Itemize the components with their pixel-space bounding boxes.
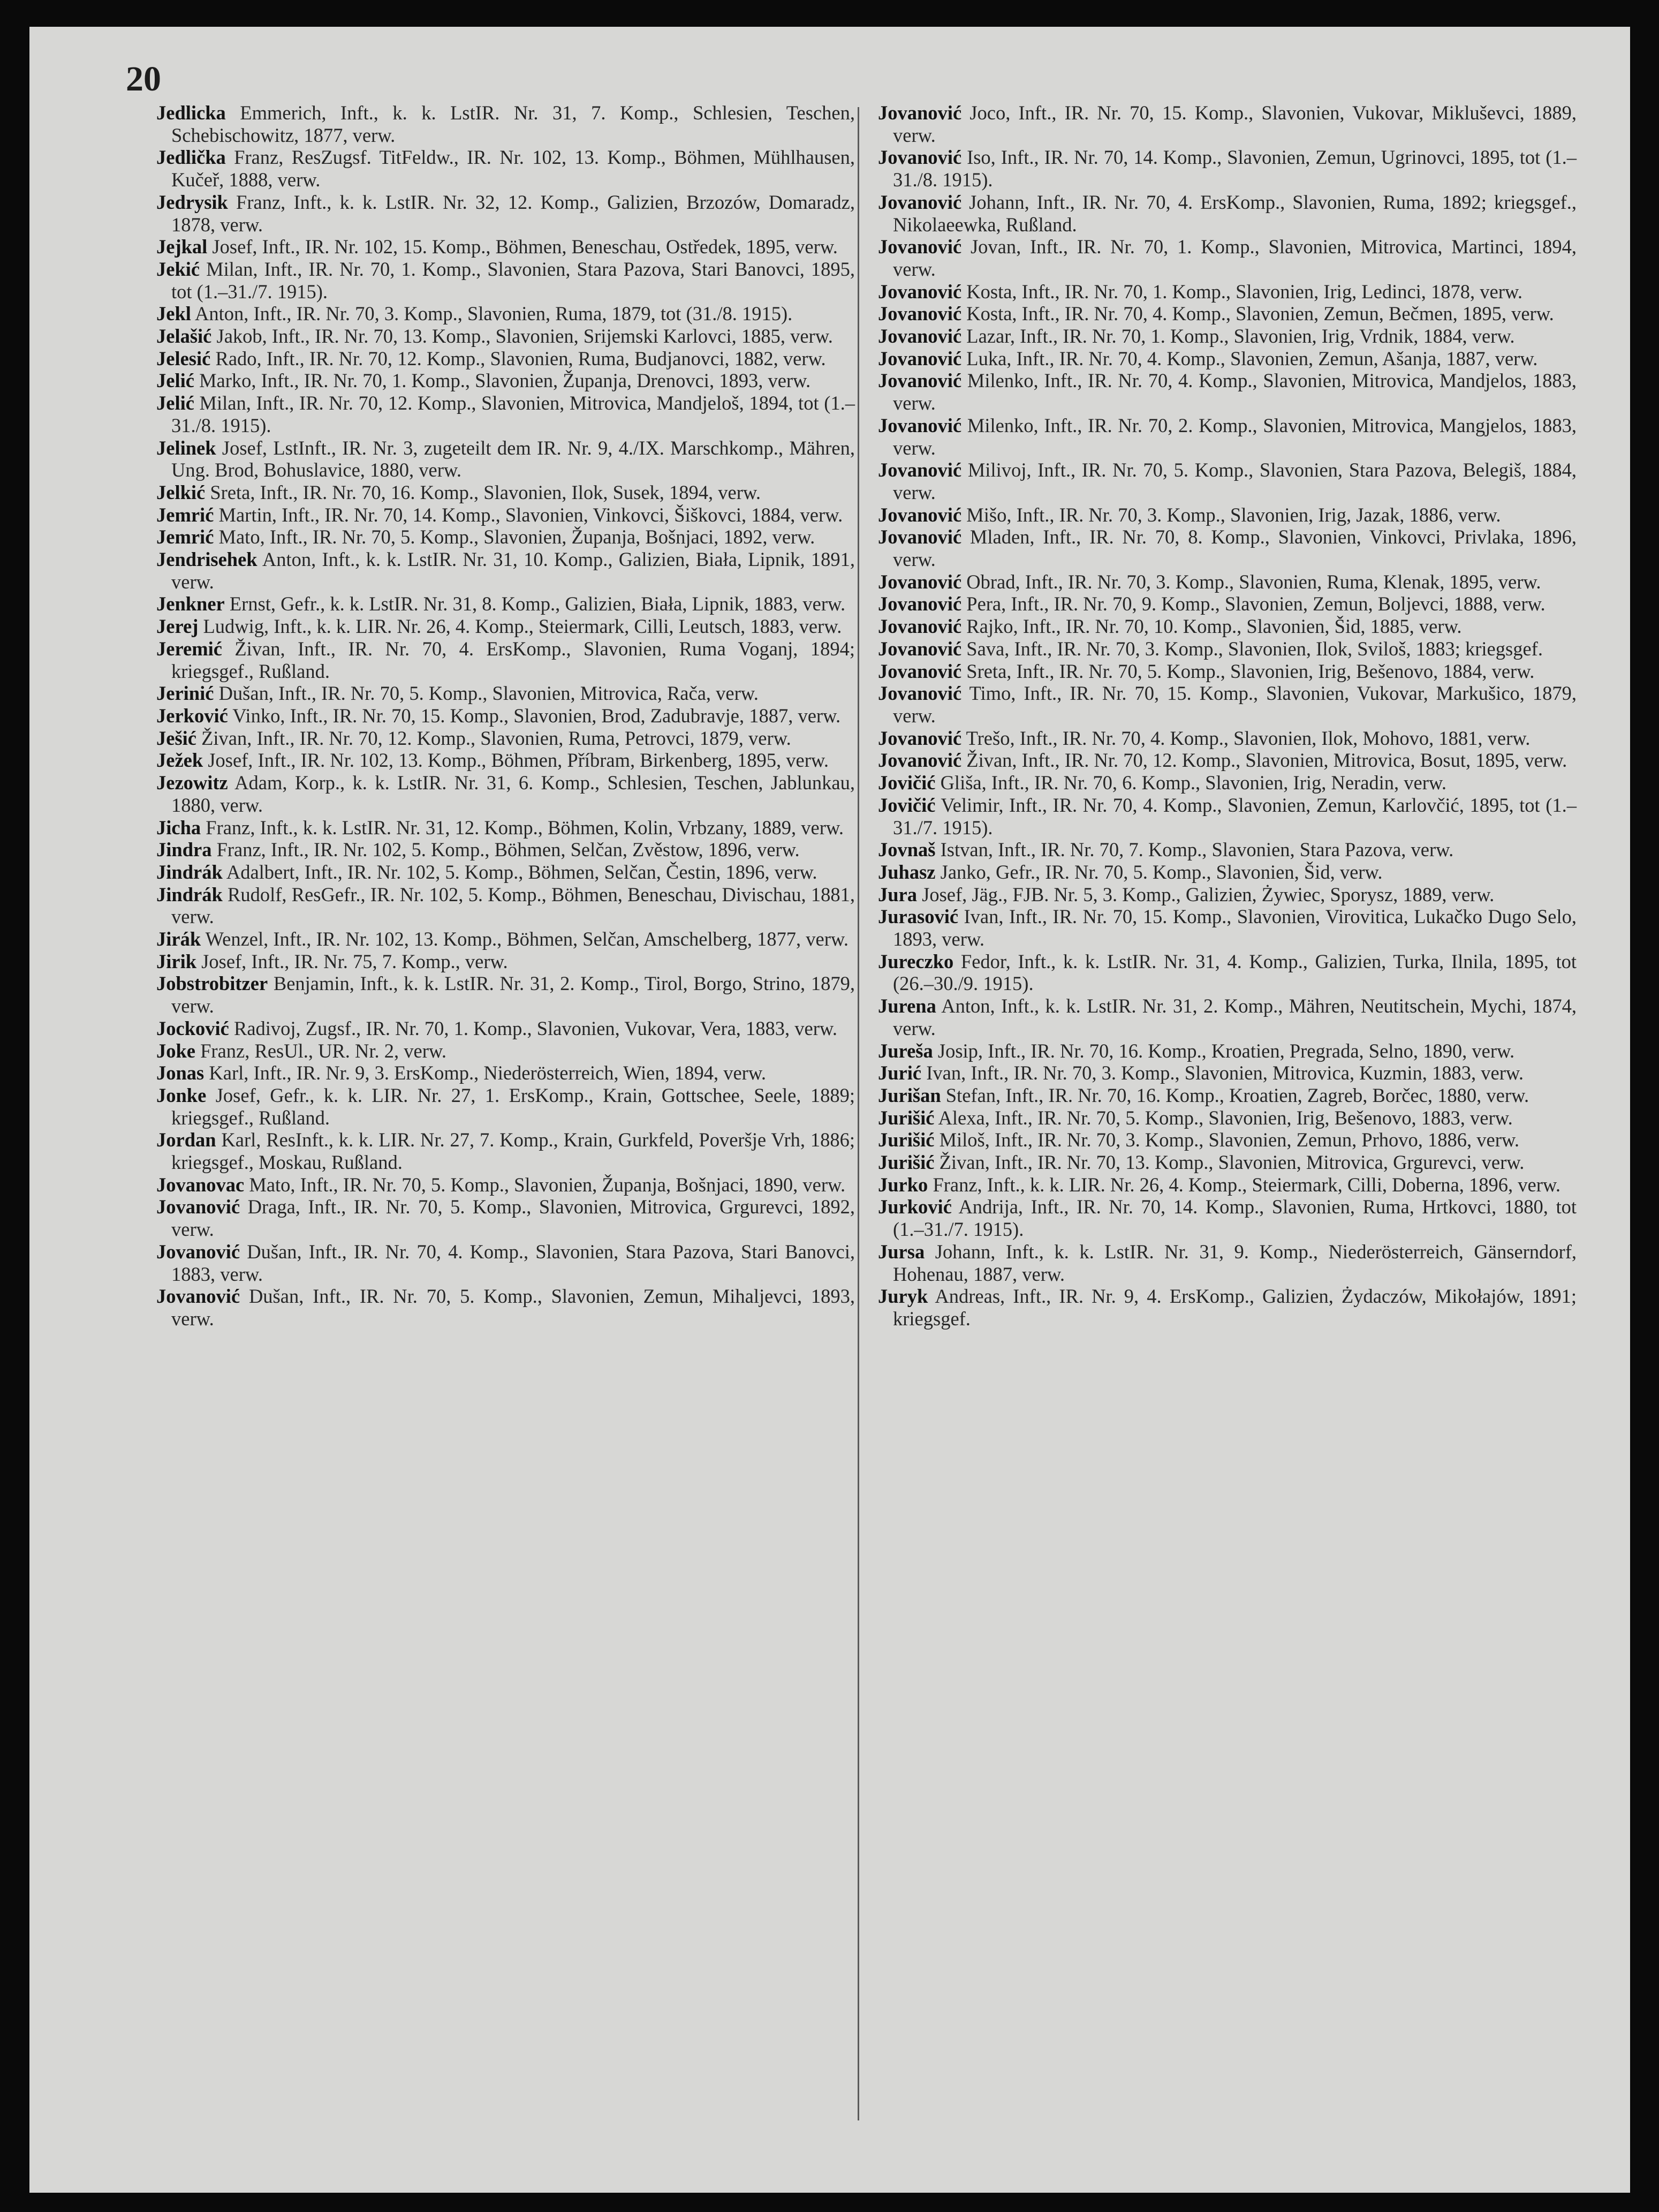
- entry-details: Jovan, Inft., IR. Nr. 70, 1. Komp., Slavonien, Mitrovica, Martinci, 1894, verw.: [893, 236, 1577, 280]
- register-entry: [878, 772, 1577, 794]
- entry-surname: Jonke: [156, 1084, 207, 1106]
- entry-surname: Jurena: [878, 995, 936, 1017]
- entry-surname: Jureša: [878, 1039, 933, 1062]
- entry-details: Stefan, Inft., IR. Nr. 70, 16. Komp., Kroatien, Zagreb, Borčec, 1880, verw.: [941, 1084, 1529, 1106]
- register-entry: [156, 1196, 855, 1240]
- register-entry: [156, 928, 855, 950]
- entry-details: Mato, Inft., IR. Nr. 70, 5. Komp., Slavonien, Županja, Bošnjaci, 1890, verw.: [244, 1173, 846, 1196]
- entry-details: Radivoj, Zugsf., IR. Nr. 70, 1. Komp., Slavonien, Vukovar, Vera, 1883, verw.: [229, 1017, 838, 1039]
- register-entry: [156, 817, 855, 839]
- entry-surname: Jovanović: [878, 303, 962, 325]
- entry-surname: Jekić: [156, 258, 200, 280]
- entry-details: Milan, Inft., IR. Nr. 70, 12. Komp., Slavonien, Mitrovica, Mandjeloš, 1894, tot (1.–31./8. 1915).: [171, 392, 855, 436]
- register-entry: [878, 615, 1577, 638]
- entry-surname: Jurasović: [878, 905, 959, 928]
- entry-details: Adam, Korp., k. k. LstIR. Nr. 31, 6. Komp., Schlesien, Teschen, Jablunkau, 1880, verw.: [171, 772, 855, 816]
- entry-surname: Jedlička: [156, 146, 226, 169]
- entry-surname: Jovanović: [156, 1196, 240, 1218]
- register-entry: [156, 191, 855, 236]
- entry-details: Joco, Inft., IR. Nr. 70, 15. Komp., Slavonien, Vukovar, Mikluševci, 1889, verw.: [893, 102, 1577, 146]
- entry-details: Rado, Inft., IR. Nr. 70, 12. Komp., Slavonien, Ruma, Budjanovci, 1882, verw.: [210, 347, 826, 369]
- register-entry: [156, 839, 855, 861]
- register-entry: [156, 548, 855, 593]
- entry-details: Ernst, Gefr., k. k. LstIR. Nr. 31, 8. Komp., Galizien, Biała, Lipnik, 1883, verw.: [224, 593, 846, 615]
- register-entry: [156, 236, 855, 258]
- register-entry: [878, 303, 1577, 325]
- entry-surname: Jedlicka: [156, 102, 226, 124]
- entry-surname: Jurišić: [878, 1151, 935, 1174]
- entry-surname: Jureczko: [878, 950, 954, 972]
- entry-details: Franz, Inft., IR. Nr. 102, 5. Komp., Böhmen, Selčan, Zvěstow, 1896, verw.: [211, 839, 800, 861]
- entry-surname: Jekl: [156, 303, 191, 325]
- entry-surname: Jurišić: [878, 1129, 935, 1151]
- register-entry: [878, 905, 1577, 950]
- entry-surname: Jovanović: [878, 727, 962, 749]
- register-entry: [156, 481, 855, 504]
- entry-surname: Jurišić: [878, 1106, 935, 1129]
- entry-surname: Ješić: [156, 727, 196, 749]
- entry-surname: Jovičić: [878, 794, 936, 816]
- entry-details: Ivan, Inft., IR. Nr. 70, 15. Komp., Slavonien, Virovitica, Lukačko Dugo Selo, 1893, verw.: [893, 905, 1577, 950]
- entry-details: Milivoj, Inft., IR. Nr. 70, 5. Komp., Slavonien, Stara Pazova, Belegiš, 1884, verw.: [893, 459, 1577, 503]
- entry-details: Karl, Inft., IR. Nr. 9, 3. ErsKomp., Niederösterreich, Wien, 1894, verw.: [204, 1062, 766, 1084]
- entry-surname: Jovanović: [878, 593, 962, 615]
- register-entry: [878, 369, 1577, 414]
- entry-details: Benjamin, Inft., k. k. LstIR. Nr. 31, 2. Komp., Tirol, Borgo, Strino, 1879, verw.: [171, 972, 855, 1017]
- entry-surname: Jelić: [156, 369, 194, 392]
- register-entry: [156, 972, 855, 1017]
- entry-details: Franz, Inft., k. k. LIR. Nr. 26, 4. Komp., Steiermark, Cilli, Doberna, 1896, verw.: [928, 1173, 1560, 1196]
- entry-surname: Jurko: [878, 1173, 928, 1196]
- entry-details: Josef, Inft., IR. Nr. 102, 15. Komp., Böhmen, Beneschau, Ostředek, 1895, verw.: [207, 236, 838, 258]
- entry-details: Dušan, Inft., IR. Nr. 70, 4. Komp., Slavonien, Stara Pazova, Stari Banovci, 1883, verw.: [171, 1240, 855, 1285]
- entry-details: Mladen, Inft., IR. Nr. 70, 8. Komp., Slavonien, Vinkovci, Privlaka, 1896, verw.: [893, 526, 1577, 571]
- register-entry: [878, 638, 1577, 660]
- entry-surname: Jerej: [156, 615, 199, 638]
- entry-surname: Jirák: [156, 928, 201, 950]
- entry-details: Adalbert, Inft., IR. Nr. 102, 5. Komp., Böhmen, Selčan, Čestin, 1896, verw.: [222, 860, 817, 883]
- entry-surname: Jordan: [156, 1129, 216, 1151]
- entry-details: Luka, Inft., IR. Nr. 70, 4. Komp., Slavonien, Zemun, Ašanja, 1887, verw.: [961, 347, 1538, 369]
- entry-details: Timo, Inft., IR. Nr. 70, 15. Komp., Slavonien, Vukovar, Markušico, 1879, verw.: [893, 682, 1577, 727]
- register-entry: [878, 794, 1577, 839]
- register-entry: [878, 1241, 1577, 1285]
- entry-surname: Jovanović: [878, 414, 962, 436]
- register-entry: [156, 705, 855, 727]
- entry-surname: Jerinić: [156, 682, 214, 705]
- entry-surname: Jindrák: [156, 883, 223, 905]
- register-entry: [156, 615, 855, 638]
- entry-surname: Jelašić: [156, 325, 212, 348]
- entry-details: Josef, Inft., IR. Nr. 75, 7. Komp., verw.: [196, 950, 508, 972]
- entry-surname: Jovanović: [156, 1285, 240, 1308]
- register-entry: [878, 861, 1577, 884]
- register-entry: [156, 1017, 855, 1040]
- entry-surname: Jovnaš: [878, 839, 936, 861]
- entry-surname: Jurišan: [878, 1084, 941, 1106]
- entry-surname: Joke: [156, 1039, 195, 1062]
- register-entry: [878, 1107, 1577, 1129]
- entry-details: Alexa, Inft., IR. Nr. 70, 5. Komp., Slavonien, Irig, Bešenovo, 1883, verw.: [934, 1106, 1513, 1129]
- entry-details: Andreas, Inft., IR. Nr. 9, 4. ErsKomp., Galizien, Żydaczów, Mikołajów, 1891; kriegsgef.: [893, 1285, 1577, 1330]
- left-column: [156, 102, 855, 1330]
- entry-details: Franz, ResUl., UR. Nr. 2, verw.: [195, 1039, 447, 1062]
- register-entry: [878, 414, 1577, 459]
- entry-details: Milenko, Inft., IR. Nr. 70, 4. Komp., Slavonien, Mitrovica, Mandjelos, 1883, verw.: [893, 369, 1577, 414]
- register-entry: [156, 638, 855, 682]
- entry-surname: Jelinek: [156, 436, 216, 459]
- entry-surname: Jovanović: [878, 637, 962, 660]
- entry-surname: Jezowitz: [156, 772, 228, 794]
- entry-surname: Jindrák: [156, 860, 223, 883]
- register-entry: [156, 526, 855, 548]
- entry-details: Wenzel, Inft., IR. Nr. 102, 13. Komp., Böhmen, Selčan, Amschelberg, 1877, verw.: [201, 928, 849, 950]
- entry-details: Marko, Inft., IR. Nr. 70, 1. Komp., Slavonien, Županja, Drenovci, 1893, verw.: [194, 369, 811, 392]
- entry-surname: Jovanović: [878, 570, 962, 593]
- entry-details: Obrad, Inft., IR. Nr. 70, 3. Komp., Slavonien, Ruma, Klenak, 1895, verw.: [961, 570, 1541, 593]
- entry-surname: Jerković: [156, 704, 228, 727]
- entry-details: Franz, ResZugsf. TitFeldw., IR. Nr. 102, 13. Komp., Böhmen, Mühlhausen, Kučeř, 1888, verw.: [171, 146, 855, 191]
- register-entry: [878, 1196, 1577, 1240]
- entry-details: Mato, Inft., IR. Nr. 70, 5. Komp., Slavonien, Županja, Bošnjaci, 1892, verw.: [214, 526, 815, 548]
- register-entry: [156, 950, 855, 973]
- entry-details: Mišo, Inft., IR. Nr. 70, 3. Komp., Slavonien, Irig, Jazak, 1886, verw.: [961, 503, 1501, 526]
- register-entry: [156, 884, 855, 928]
- register-entry: [156, 593, 855, 615]
- entry-details: Janko, Gefr., IR. Nr. 70, 5. Komp., Slavonien, Šid, verw.: [935, 860, 1383, 883]
- entry-details: Andrija, Inft., IR. Nr. 70, 14. Komp., Slavonien, Ruma, Hrtkovci, 1880, tot (1.–31./7. 1915).: [893, 1196, 1577, 1241]
- entry-details: Sreta, Inft., IR. Nr. 70, 5. Komp., Slavonien, Irig, Bešenovo, 1884, verw.: [961, 660, 1535, 682]
- entry-details: Fedor, Inft., k. k. LstIR. Nr. 31, 4. Komp., Galizien, Turka, Ilnila, 1895, tot (26.–30./9. 1915).: [893, 950, 1577, 995]
- entry-details: Trešo, Inft., IR. Nr. 70, 4. Komp., Slavonien, Ilok, Mohovo, 1881, verw.: [961, 727, 1531, 749]
- entry-details: Josef, LstInft., IR. Nr. 3, zugeteilt dem IR. Nr. 9, 4./IX. Marschkomp., Mähren, Ung. Brod, Bohuslavice, 1880, verw.: [171, 436, 855, 481]
- register-entry: [156, 1285, 855, 1330]
- register-entry: [878, 191, 1577, 236]
- register-entry: [156, 504, 855, 526]
- page-number: 20: [126, 59, 161, 99]
- entry-surname: Jovanović: [878, 682, 962, 705]
- entry-details: Emmerich, Inft., k. k. LstIR. Nr. 31, 7. Komp., Schlesien, Teschen, Schebischowitz, 1877, verw.: [171, 102, 855, 146]
- entry-details: Josef, Jäg., FJB. Nr. 5, 3. Komp., Galizien, Żywiec, Sporysz, 1889, verw.: [917, 883, 1495, 905]
- entry-details: Anton, Inft., IR. Nr. 70, 3. Komp., Slavonien, Ruma, 1879, tot (31./8. 1915).: [191, 303, 793, 325]
- column-divider: [858, 107, 859, 2120]
- right-column: [878, 102, 1577, 1330]
- entry-surname: Jovanović: [878, 102, 962, 124]
- register-entry: [156, 258, 855, 303]
- entry-details: Živan, Inft., IR. Nr. 70, 13. Komp., Slavonien, Mitrovica, Grgurevci, verw.: [934, 1151, 1525, 1174]
- entry-surname: Jovanović: [878, 325, 962, 348]
- entry-surname: Jedrysik: [156, 191, 228, 213]
- register-entry: [878, 504, 1577, 526]
- entry-surname: Jemrić: [156, 503, 214, 526]
- entry-surname: Jelić: [156, 392, 194, 414]
- register-entry: [878, 593, 1577, 615]
- register-entry: [878, 571, 1577, 593]
- entry-surname: Jenkner: [156, 593, 225, 615]
- register-entry: [878, 1174, 1577, 1196]
- register-entry: [156, 727, 855, 750]
- entry-surname: Jovanovac: [156, 1173, 245, 1196]
- entry-surname: Jovanović: [156, 1240, 240, 1263]
- register-entry: [156, 1084, 855, 1129]
- register-entry: [156, 1129, 855, 1173]
- register-entry: [156, 1062, 855, 1084]
- entry-details: Karl, ResInft., k. k. LIR. Nr. 27, 7. Komp., Krain, Gurkfeld, Poveršje Vrh, 1886; kriegsgef., Moskau, Rußland.: [171, 1129, 855, 1174]
- entry-details: Ludwig, Inft., k. k. LIR. Nr. 26, 4. Komp., Steiermark, Cilli, Leutsch, 1883, verw.: [198, 615, 842, 638]
- entry-details: Živan, Inft., IR. Nr. 70, 4. ErsKomp., Slavonien, Ruma Voganj, 1894; kriegsgef., Rußland.: [171, 637, 855, 682]
- register-entry: [156, 772, 855, 816]
- entry-surname: Juryk: [878, 1285, 928, 1308]
- entry-details: Miloš, Inft., IR. Nr. 70, 3. Komp., Slavonien, Zemun, Prhovo, 1886, verw.: [934, 1129, 1519, 1151]
- entry-surname: Jovanović: [878, 503, 962, 526]
- entry-surname: Jindra: [156, 839, 212, 861]
- register-entry: [156, 1174, 855, 1196]
- register-entry: [878, 1285, 1577, 1330]
- entry-details: Kosta, Inft., IR. Nr. 70, 1. Komp., Slavonien, Irig, Ledinci, 1878, verw.: [961, 280, 1523, 303]
- entry-surname: Jovanović: [878, 369, 962, 392]
- entry-surname: Ježek: [156, 749, 203, 772]
- entry-details: Jakob, Inft., IR. Nr. 70, 13. Komp., Slavonien, Srijemski Karlovci, 1885, verw.: [211, 325, 833, 348]
- entry-surname: Jovanović: [878, 236, 962, 258]
- entry-details: Martin, Inft., IR. Nr. 70, 14. Komp., Slavonien, Vinkovci, Šiškovci, 1884, verw.: [214, 503, 843, 526]
- register-entry: [878, 727, 1577, 750]
- register-entry: [156, 325, 855, 348]
- entry-surname: Jovanović: [878, 526, 962, 548]
- entry-details: Ivan, Inft., IR. Nr. 70, 3. Komp., Slavonien, Mitrovica, Kuzmin, 1883, verw.: [921, 1062, 1524, 1084]
- register-entry: [878, 459, 1577, 503]
- register-entry: [878, 281, 1577, 303]
- register-entry: [878, 682, 1577, 727]
- register-entry: [878, 749, 1577, 772]
- entry-details: Lazar, Inft., IR. Nr. 70, 1. Komp., Slavonien, Irig, Vrdnik, 1884, verw.: [961, 325, 1515, 348]
- entry-details: Pera, Inft., IR. Nr. 70, 9. Komp., Slavonien, Zemun, Boljevci, 1888, verw.: [961, 593, 1546, 615]
- entry-details: Živan, Inft., IR. Nr. 70, 12. Komp., Slavonien, Mitrovica, Bosut, 1895, verw.: [961, 749, 1567, 772]
- entry-details: Josef, Gefr., k. k. LIR. Nr. 27, 1. ErsKomp., Krain, Gottschee, Seele, 1889; kriegsgef., Rußland.: [171, 1084, 855, 1129]
- entry-details: Josef, Inft., IR. Nr. 102, 13. Komp., Böhmen, Příbram, Birkenberg, 1895, verw.: [203, 749, 829, 772]
- entry-surname: Jonas: [156, 1062, 204, 1084]
- entry-details: Kosta, Inft., IR. Nr. 70, 4. Komp., Slavonien, Zemun, Bečmen, 1895, verw.: [961, 303, 1554, 325]
- entry-details: Draga, Inft., IR. Nr. 70, 5. Komp., Slavonien, Mitrovica, Grgurevci, 1892, verw.: [171, 1196, 855, 1241]
- entry-details: Dušan, Inft., IR. Nr. 70, 5. Komp., Slavonien, Mitrovica, Rača, verw.: [214, 682, 759, 705]
- register-entry: [878, 660, 1577, 683]
- entry-surname: Juhasz: [878, 860, 936, 883]
- register-entry: [156, 348, 855, 370]
- entry-surname: Jovanović: [878, 191, 962, 213]
- register-entry: [878, 950, 1577, 995]
- entry-details: Anton, Inft., k. k. LstIR. Nr. 31, 2. Komp., Mähren, Neutitschein, Mychi, 1874, verw.: [893, 995, 1577, 1039]
- entry-surname: Jovanović: [878, 615, 962, 638]
- entry-surname: Jovanović: [878, 660, 962, 682]
- entry-details: Vinko, Inft., IR. Nr. 70, 15. Komp., Slavonien, Brod, Zadubravje, 1887, verw.: [228, 704, 841, 727]
- entry-details: Dušan, Inft., IR. Nr. 70, 5. Komp., Slavonien, Zemun, Mihaljevci, 1893, verw.: [171, 1285, 855, 1330]
- register-entry: [878, 839, 1577, 861]
- register-entry: [156, 437, 855, 481]
- entry-details: Gliša, Inft., IR. Nr. 70, 6. Komp., Slavonien, Irig, Neradin, verw.: [935, 772, 1447, 794]
- register-entry: [878, 884, 1577, 906]
- entry-details: Iso, Inft., IR. Nr. 70, 14. Komp., Slavonien, Zemun, Ugrinovci, 1895, tot (1.–31./8. 1915).: [893, 146, 1577, 191]
- register-entry: [156, 682, 855, 705]
- entry-details: Rajko, Inft., IR. Nr. 70, 10. Komp., Slavonien, Šid, 1885, verw.: [961, 615, 1462, 638]
- entry-details: Sava, Inft., IR. Nr. 70, 3. Komp., Slavonien, Ilok, Sviloš, 1883; kriegsgef.: [961, 637, 1543, 660]
- entry-surname: Jovičić: [878, 772, 936, 794]
- entry-surname: Jurić: [878, 1062, 922, 1084]
- entry-surname: Jendrisehek: [156, 548, 257, 571]
- entry-surname: Jejkal: [156, 236, 208, 258]
- register-entry: [878, 1151, 1577, 1174]
- entry-details: Rudolf, ResGefr., IR. Nr. 102, 5. Komp., Böhmen, Beneschau, Divischau, 1881, verw.: [171, 883, 855, 928]
- register-entry: [878, 995, 1577, 1039]
- entry-surname: Jurković: [878, 1196, 952, 1218]
- entry-details: Franz, Inft., k. k. LstIR. Nr. 32, 12. Komp., Galizien, Brzozów, Domaradz, 1878, verw.: [171, 191, 855, 236]
- entry-details: Milenko, Inft., IR. Nr. 70, 2. Komp., Slavonien, Mitrovica, Mangjelos, 1883, verw.: [893, 414, 1577, 459]
- register-entry: [156, 1241, 855, 1285]
- entry-surname: Jirik: [156, 950, 197, 972]
- entry-details: Sreta, Inft., IR. Nr. 70, 16. Komp., Slavonien, Ilok, Susek, 1894, verw.: [205, 481, 761, 503]
- register-entry: [878, 325, 1577, 348]
- entry-surname: Jovanović: [878, 146, 962, 169]
- register-entry: [156, 861, 855, 884]
- entry-surname: Jeremić: [156, 637, 222, 660]
- entry-details: Milan, Inft., IR. Nr. 70, 1. Komp., Slavonien, Stara Pazova, Stari Banovci, 1895, tot (1.–31./7. 1915).: [171, 258, 855, 303]
- entry-details: Živan, Inft., IR. Nr. 70, 12. Komp., Slavonien, Ruma, Petrovci, 1879, verw.: [196, 727, 791, 749]
- register-entry: [156, 392, 855, 436]
- entry-details: Josip, Inft., IR. Nr. 70, 16. Komp., Kroatien, Pregrada, Selno, 1890, verw.: [933, 1039, 1515, 1062]
- entry-surname: Jovanović: [878, 459, 962, 481]
- register-entry: [878, 526, 1577, 570]
- entry-details: Istvan, Inft., IR. Nr. 70, 7. Komp., Slavonien, Stara Pazova, verw.: [935, 839, 1454, 861]
- register-entry: [878, 348, 1577, 370]
- entry-details: Anton, Inft., k. k. LstIR. Nr. 31, 10. Komp., Galizien, Biała, Lipnik, 1891, verw.: [171, 548, 855, 593]
- entry-surname: Jovanović: [878, 280, 962, 303]
- register-entry: [878, 236, 1577, 280]
- entry-surname: Jocković: [156, 1017, 229, 1039]
- entry-surname: Jovanović: [878, 749, 962, 772]
- entry-surname: Jobstrobitzer: [156, 972, 268, 995]
- entry-surname: Jemrić: [156, 526, 214, 548]
- register-entry: [156, 303, 855, 325]
- register-entry: [156, 369, 855, 392]
- register-entry: [156, 146, 855, 191]
- register-entry: [878, 146, 1577, 191]
- register-entry: [156, 102, 855, 146]
- entry-surname: Jura: [878, 883, 917, 905]
- entry-surname: Jelesić: [156, 347, 211, 369]
- entry-surname: Jelkić: [156, 481, 206, 503]
- entry-details: Franz, Inft., k. k. LstIR. Nr. 31, 12. Komp., Böhmen, Kolin, Vrbzany, 1889, verw.: [201, 816, 844, 839]
- entry-surname: Jursa: [878, 1240, 925, 1263]
- entry-details: Velimir, Inft., IR. Nr. 70, 4. Komp., Slavonien, Zemun, Karlovčić, 1895, tot (1.–31./7. 1915).: [893, 794, 1577, 839]
- entry-surname: Jicha: [156, 816, 201, 839]
- register-entry: [878, 102, 1577, 146]
- entry-surname: Jovanović: [878, 347, 962, 369]
- register-entry: [156, 1040, 855, 1062]
- register-entry: [878, 1062, 1577, 1084]
- register-entry: [878, 1084, 1577, 1107]
- register-entry: [878, 1040, 1577, 1062]
- register-entry: [878, 1129, 1577, 1151]
- register-entry: [156, 749, 855, 772]
- entry-details: Johann, Inft., IR. Nr. 70, 4. ErsKomp., Slavonien, Ruma, 1892; kriegsgef., Nikolaeewka, Rußland.: [893, 191, 1577, 236]
- entry-details: Johann, Inft., k. k. LstIR. Nr. 31, 9. Komp., Niederösterreich, Gänserndorf, Hohenau, 1887, verw.: [893, 1240, 1577, 1285]
